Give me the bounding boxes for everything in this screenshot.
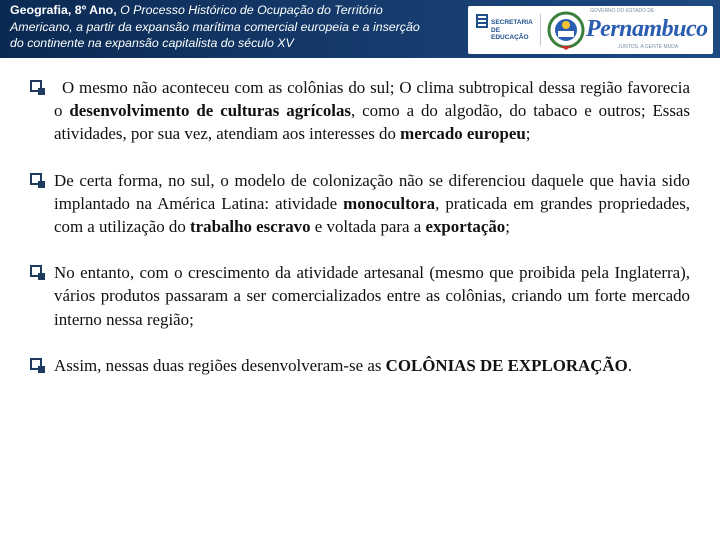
bullet-item	[30, 76, 690, 146]
bullet-text-bold: desenvolvimento de culturas agrícolas	[69, 101, 351, 121]
bullet-text: , praticada em grandes propriedades, com a utilização do	[54, 193, 690, 237]
bullet-text: De certa forma, no sul, o modelo de colonização não se diferenciou daquele que havia sido implantado na América Latina: atividade	[54, 170, 690, 213]
brand-subtitle-bottom: JUNTOS, A GENTE MUDA	[618, 44, 679, 50]
secretaria-line2: DE EDUCAÇÃO	[491, 26, 529, 41]
secretaria-line1: SECRETARIA	[491, 19, 533, 26]
topic-label: O Processo Histórico de Ocupação do Território Americano, a partir da expansão marítima comercial europeia e a inserção do continente na expansão capitalista do século XV	[10, 3, 420, 50]
bullet-text-bold: monocultora	[343, 193, 436, 213]
checkbox-bullet-icon	[30, 80, 42, 92]
secretaria-icon	[475, 13, 489, 29]
bullet-text: ;	[505, 217, 510, 237]
header-banner	[0, 0, 720, 58]
bullet-text: ;	[525, 124, 531, 144]
slide-content	[30, 76, 690, 400]
secretaria-logo	[471, 11, 537, 49]
bullet-text-bold: COLÔNIAS DE EXPLORAÇÃO	[385, 355, 628, 375]
pernambuco-crest-icon	[546, 9, 586, 51]
bullet-text-bold: exportação	[425, 217, 506, 237]
bullet-text: , como a do algodão, do tabaco e outros; Essas atividades, por sua vez, atendiam aos interesses do	[54, 101, 690, 144]
bullet-text: .	[627, 355, 633, 375]
bullet-item	[30, 354, 690, 377]
bullet-item	[30, 261, 690, 331]
page-title	[10, 2, 430, 52]
bullet-text: e voltada para a	[310, 217, 426, 237]
course-label: Geografia, 8º Ano,	[10, 3, 117, 17]
government-logo	[468, 6, 713, 54]
checkbox-bullet-icon	[30, 173, 42, 185]
bullet-text: No entanto, com o crescimento da atividade artesanal (mesmo que proibida pela Inglaterra), vários produtos passaram a ser comercializados entre as colônias, criando um forte mercado interno nessa região;	[54, 263, 690, 329]
bullet-item	[30, 169, 690, 239]
checkbox-bullet-icon	[30, 265, 42, 277]
bullet-text-bold: trabalho escravo	[190, 217, 311, 237]
bullet-text: Assim, nessas duas regiões desenvolveram-se as	[54, 355, 386, 375]
bullet-text: O mesmo não aconteceu com as colônias do sul; O clima subtropical dessa região favorecia o	[54, 78, 690, 121]
logo-divider	[540, 14, 541, 46]
bullet-text-bold: mercado europeu	[400, 124, 526, 144]
checkbox-bullet-icon	[30, 358, 42, 370]
brand-subtitle-top: GOVERNO DO ESTADO DE	[590, 8, 655, 14]
brand-name: Pernambuco	[586, 16, 708, 42]
